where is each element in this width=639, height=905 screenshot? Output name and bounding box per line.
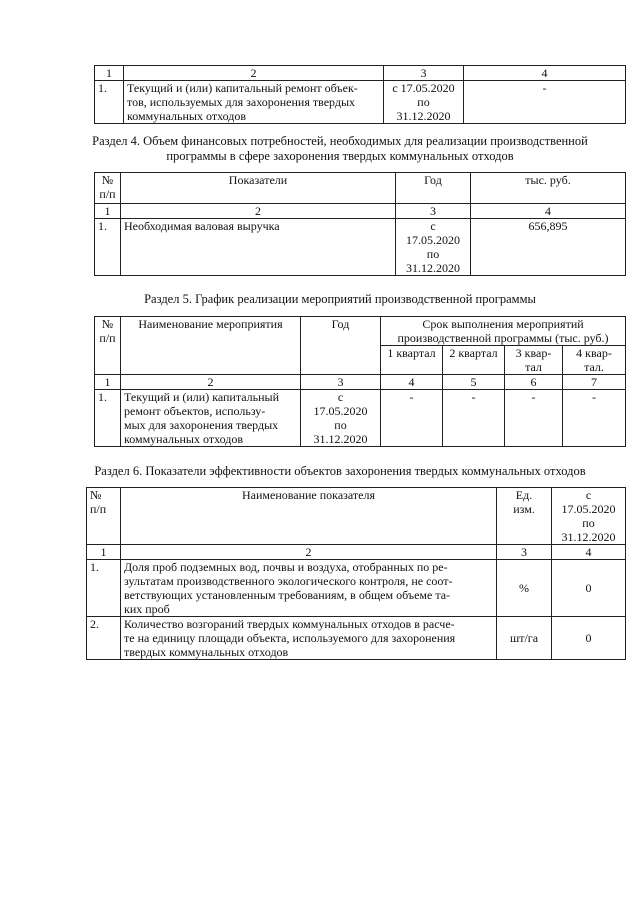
name-header: Наименование мероприятия bbox=[121, 317, 301, 375]
column-number-row bbox=[95, 204, 626, 219]
value-cell: 0 bbox=[552, 617, 626, 660]
row-number: 1. bbox=[95, 81, 124, 124]
column-number-row bbox=[87, 545, 626, 560]
year-header: Год bbox=[396, 173, 471, 204]
colnum: 3 bbox=[384, 66, 464, 81]
colnum: 4 bbox=[464, 66, 626, 81]
section6-heading: Раздел 6. Показатели эффективности объектов захоронения твердых коммунальных отходов bbox=[94, 464, 586, 478]
section5-table bbox=[94, 316, 626, 447]
colnum: 1 bbox=[95, 375, 121, 390]
colnum: 5 bbox=[443, 375, 505, 390]
colnum: 2 bbox=[121, 204, 396, 219]
term-header: Срок выполнения мероприятий производственной программы (тыс. руб.) bbox=[381, 317, 626, 346]
colnum: 4 bbox=[381, 375, 443, 390]
column-number-row bbox=[95, 375, 626, 390]
colnum: 1 bbox=[95, 66, 124, 81]
year-header: Год bbox=[301, 317, 381, 375]
section4-heading: Раздел 4. Объем финансовых потребностей, необходимых для реализации производственной программы в сфере захоронения твердых коммунальных отходов bbox=[92, 134, 588, 163]
table-continuation bbox=[94, 65, 626, 124]
num-header: № п/п bbox=[95, 317, 121, 375]
indicator-name: Необходимая валовая выручка bbox=[121, 219, 396, 276]
colnum: 3 bbox=[301, 375, 381, 390]
colnum: 7 bbox=[563, 375, 626, 390]
period: с 17.05.2020 по 31.12.2020 bbox=[396, 219, 471, 276]
quarter1-value: - bbox=[381, 390, 443, 447]
indicator-name: Доля проб подземных вод, почвы и воздуха, отобранных по ре- зультатам производственного экологического контроля, не соот- ветствующих установленным требованиям, в общем объеме та- ких проб bbox=[121, 560, 497, 617]
colnum: 3 bbox=[497, 545, 552, 560]
colnum: 1 bbox=[95, 204, 121, 219]
quarter3-header: 3 квар- тал bbox=[505, 346, 563, 375]
quarter4-header: 4 квар- тал. bbox=[563, 346, 626, 375]
value-cell: 0 bbox=[552, 560, 626, 617]
unit-cell: шт/га bbox=[497, 617, 552, 660]
column-number-row bbox=[95, 66, 626, 81]
quarter3-value: - bbox=[505, 390, 563, 447]
value-header: тыс. руб. bbox=[471, 173, 626, 204]
section6-table bbox=[86, 487, 626, 660]
table-row bbox=[95, 390, 626, 447]
quarter4-value: - bbox=[563, 390, 626, 447]
section5-heading: Раздел 5. График реализации мероприятий производственной программы bbox=[144, 292, 536, 306]
row-number: 1. bbox=[95, 390, 121, 447]
measure-name: Текущий и (или) капитальный ремонт объек- тов, используемых для захоронения твердых коммунальных отходов bbox=[124, 81, 384, 124]
num-header: № п/п bbox=[87, 488, 121, 545]
num-header: № п/п bbox=[95, 173, 121, 204]
quarter2-value: - bbox=[443, 390, 505, 447]
name-header: Наименование показателя bbox=[121, 488, 497, 545]
period-header: с 17.05.2020 по 31.12.2020 bbox=[552, 488, 626, 545]
table-row bbox=[95, 219, 626, 276]
name-header: Показатели bbox=[121, 173, 396, 204]
table-row bbox=[95, 81, 626, 124]
colnum: 1 bbox=[87, 545, 121, 560]
table-row bbox=[87, 617, 626, 660]
value-cell: - bbox=[464, 81, 626, 124]
colnum: 2 bbox=[121, 375, 301, 390]
colnum: 4 bbox=[552, 545, 626, 560]
value-cell: 656,895 bbox=[471, 219, 626, 276]
colnum: 6 bbox=[505, 375, 563, 390]
indicator-name: Количество возгораний твердых коммунальных отходов в расче- те на единицу площади объекта, используемого для захоронения твердых коммунальных отходов bbox=[121, 617, 497, 660]
quarter2-header: 2 квартал bbox=[443, 346, 505, 375]
unit-header: Ед. изм. bbox=[497, 488, 552, 545]
measure-name: Текущий и (или) капитальный ремонт объектов, использу- мых для захоронения твердых коммунальных отходов bbox=[121, 390, 301, 447]
row-number: 2. bbox=[87, 617, 121, 660]
row-number: 1. bbox=[87, 560, 121, 617]
section4-table bbox=[94, 172, 626, 276]
colnum: 3 bbox=[396, 204, 471, 219]
quarter1-header: 1 квартал bbox=[381, 346, 443, 375]
period: с 17.05.2020 по 31.12.2020 bbox=[384, 81, 464, 124]
colnum: 2 bbox=[121, 545, 497, 560]
colnum: 2 bbox=[124, 66, 384, 81]
row-number: 1. bbox=[95, 219, 121, 276]
period: с 17.05.2020 по 31.12.2020 bbox=[301, 390, 381, 447]
unit-cell: % bbox=[497, 560, 552, 617]
header-row bbox=[95, 173, 626, 204]
colnum: 4 bbox=[471, 204, 626, 219]
table-row bbox=[87, 560, 626, 617]
header-row bbox=[95, 317, 626, 346]
header-row bbox=[87, 488, 626, 545]
